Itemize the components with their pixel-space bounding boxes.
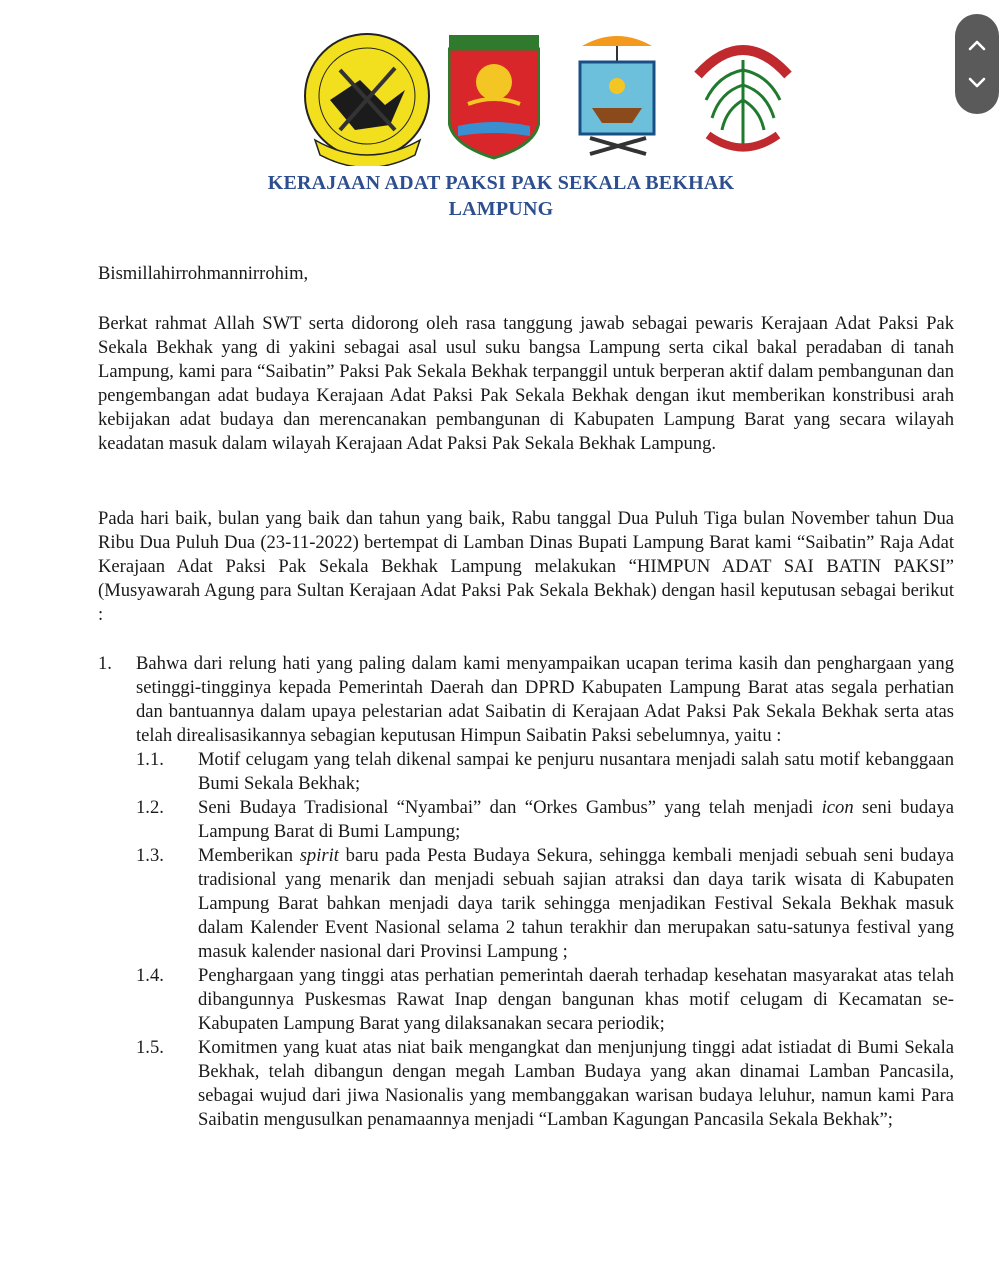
logo-buay-nyerupa (300, 30, 435, 166)
sub-item-text-part: Seni Budaya Tradisional “Nyambai” dan “Orkes Gambus” yang telah menjadi (198, 797, 822, 818)
sub-item (136, 1036, 954, 1132)
sub-item-text-part: Memberikan (198, 845, 300, 866)
sub-item-number: 1.2. (136, 797, 164, 818)
sub-item-text: Penghargaan yang tinggi atas perhatian pemerintah daerah terhadap kesehatan masyarakat atas telah dibangunnya Puskesmas Rawat Inap dengan bangunan khas motif celugam di Kecamatan se-Kabupaten Lampung Barat yang dilaksanakan secara periodik; (198, 965, 954, 1034)
sub-item-text-part: seni budaya Lampung Barat di Bumi Lampung; (198, 797, 954, 842)
list-item (98, 652, 954, 1132)
decision-list (98, 652, 954, 1132)
sub-item-number: 1.3. (136, 845, 164, 866)
logo-paksi-center (562, 28, 672, 162)
document-title: KERAJAAN ADAT PAKSI PAK SEKALA BEKHAK (267, 172, 735, 194)
sub-item (136, 964, 954, 1036)
sub-item-number: 1.4. (136, 965, 164, 986)
sub-item-number: 1.5. (136, 1037, 164, 1058)
sub-item-text: Motif celugam yang telah dikenal sampai ke penjuru nusantara menjadi salah satu motif kebanggaan Bumi Sekala Bekhak; (198, 749, 954, 794)
sub-item-number: 1.1. (136, 749, 164, 770)
sub-item-emphasis: icon (821, 797, 854, 818)
page-scroll-control[interactable] (955, 14, 999, 114)
list-item-number: 1. (98, 653, 112, 674)
logo-bejalan-di-way (448, 34, 540, 160)
sub-item (136, 844, 954, 964)
greeting: Bismillahirrohmannirrohim, (98, 263, 309, 284)
logo-sukhak-lom-lungun (688, 30, 798, 162)
chevron-up-icon[interactable] (967, 36, 987, 56)
sub-item (136, 796, 954, 844)
document-subtitle: LAMPUNG (448, 198, 554, 220)
chevron-down-icon[interactable] (967, 72, 987, 92)
sub-item-text: Komitmen yang kuat atas niat baik mengangkat dan menjunjung tinggi adat istiadat di Bumi Sekala Bekhak, telah dibangun dengan megah Lamban Budaya yang akan dinamai Lamban Pancasila, sebagai wujud dari jiwa Nasionalis yang membanggakan warisan budaya leluhur, namun kami Para Saibatin mengusulkan penamaannya menjadi “Lamban Kagungan Pancasila Sekala Bekhak”; (198, 1037, 954, 1130)
sub-item (136, 748, 954, 796)
sub-item-text (198, 844, 954, 964)
logo-row (300, 28, 800, 168)
paragraph-meeting: Pada hari baik, bulan yang baik dan tahun yang baik, Rabu tanggal Dua Puluh Tiga bulan November tahun Dua Ribu Dua Puluh Dua (23-11-2022) bertempat di Lamban Dinas Bupati Lampung Barat kami “Saibatin” Raja Adat Kerajaan Adat Paksi Pak Sekala Bekhak Lampung melakukan “HIMPUN ADAT SAI BATIN PAKSI” (Musyawarah Agung para Sultan Kerajaan Adat Paksi Pak Sekala Bekhak) dengan hasil keputusan sebagai berikut : (98, 508, 954, 625)
sub-item-text (198, 796, 954, 844)
sub-item-text-part: baru pada Pesta Budaya Sekura, sehingga kembali menjadi sebuah seni budaya tradisional yang menarik dan menjadi sebuah sajian atraksi dan daya tarik wisata di Kabupaten Lampung Barat bahkan menjadi daya tarik sehingga menjadikan Festival Sekala Bekhak masuk dalam Kalender Event Nasional selama 2 tahun terakhir dan merupakan satu-satunya festival yang masuk kalender nasional dari Provinsi Lampung ; (198, 845, 954, 962)
sub-item-emphasis: spirit (299, 845, 339, 866)
paragraph-intro: Berkat rahmat Allah SWT serta didorong oleh rasa tanggung jawab sebagai pewaris Kerajaan Adat Paksi Pak Sekala Bekhak yang di yakini sebagai asal usul suku bangsa Lampung serta cikal bakal peradaban di tanah Lampung, kami para “Saibatin” Paksi Pak Sekala Bekhak terpanggil untuk berperan aktif dalam pembangunan dan pengembangan adat budaya Kerajaan Adat Paksi Pak Sekala Bekhak dengan ikut memberikan konstribusi arah kebijakan adat budaya dan merencanakan pembangunan di Kabupaten Lampung Barat yang secara wilayah keadatan masuk dalam wilayah Kerajaan Adat Paksi Pak Sekala Bekhak Lampung. (98, 313, 954, 454)
list-item-text: Bahwa dari relung hati yang paling dalam kami menyampaikan ucapan terima kasih dan penghargaan yang setinggi-tingginya kepada Pemerintah Daerah dan DPRD Kabupaten Lampung Barat atas segala perhatian dan bantuannya dalam upaya pelestarian adat Saibatin di Kerajaan Adat Paksi Pak Sekala Bekhak serta atas telah direalisasikannya sebagian keputusan Himpun Saibatin Paksi sebelumnya, yaitu : (136, 653, 954, 746)
